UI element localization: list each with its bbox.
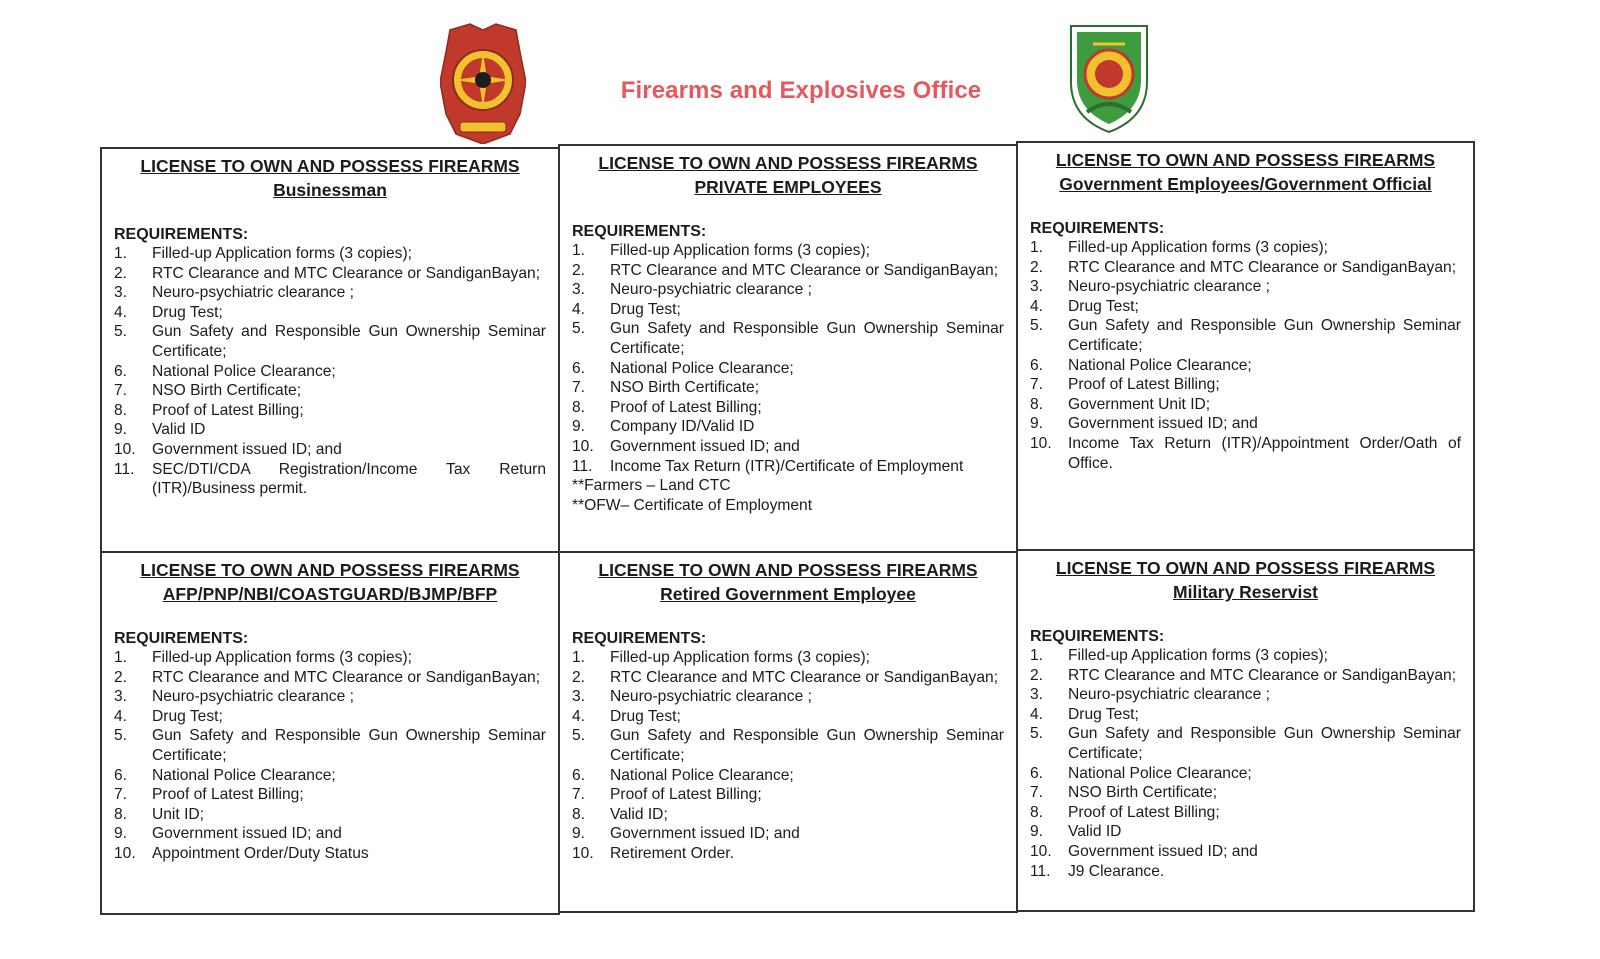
item-number: 5. [572, 320, 586, 338]
item-number: 3. [572, 688, 586, 706]
item-number: 9. [114, 421, 128, 439]
card-military-reservist [1016, 549, 1475, 912]
list-item [114, 785, 546, 805]
card-title: LICENSE TO OWN AND POSSESS FIREARMS [140, 156, 520, 176]
requirements-label: REQUIREMENTS: [572, 630, 707, 647]
list-item [572, 319, 1004, 358]
item-number: 6. [114, 362, 128, 380]
requirements-list [572, 241, 1004, 476]
item-text: Appointment Order/Duty Status [152, 844, 369, 862]
item-number: 11. [114, 460, 135, 478]
requirements-grid [100, 144, 1475, 924]
item-number: 4. [1030, 705, 1044, 723]
item-text: National Police Clearance; [1068, 356, 1252, 374]
list-item [114, 244, 546, 264]
list-item [572, 280, 1004, 300]
list-item [572, 359, 1004, 379]
item-number: 7. [572, 786, 586, 804]
list-item [114, 668, 546, 688]
card-title: LICENSE TO OWN AND POSSESS FIREARMS [1055, 150, 1436, 170]
list-item [572, 261, 1004, 281]
list-item [1030, 375, 1461, 395]
list-item [114, 805, 546, 825]
list-item [572, 457, 1004, 477]
item-number: 10. [114, 844, 136, 862]
list-item [114, 440, 546, 460]
list-item [114, 303, 546, 323]
item-text: RTC Clearance and MTC Clearance or SandiganBayan; [152, 668, 541, 686]
item-text: Proof of Latest Billing; [152, 786, 304, 804]
item-number: 4. [1030, 297, 1044, 315]
card-title: LICENSE TO OWN AND POSSESS FIREARMS [1055, 558, 1436, 578]
card-title: LICENSE TO OWN AND POSSESS FIREARMS [140, 560, 520, 580]
item-text: Income Tax Return (ITR)/Appointment Order/Oath of Office. [1068, 434, 1461, 472]
notes [572, 476, 1004, 515]
list-item [572, 398, 1004, 418]
item-text: Income Tax Return (ITR)/Certificate of Employment [610, 457, 964, 475]
item-text: RTC Clearance and MTC Clearance or SandiganBayan; [610, 668, 999, 686]
item-text: Neuro-psychiatric clearance ; [152, 688, 354, 706]
requirements-label: REQUIREMENTS: [1030, 220, 1165, 237]
card-subtitle: Businessman [273, 180, 387, 200]
list-item [114, 460, 546, 499]
requirements-label: REQUIREMENTS: [114, 226, 249, 243]
list-item [114, 824, 546, 844]
list-item [1030, 822, 1461, 842]
requirements-label: REQUIREMENTS: [114, 630, 249, 647]
item-text: Gun Safety and Responsible Gun Ownership Seminar Certificate; [610, 320, 1004, 357]
item-number: 2. [1030, 258, 1044, 276]
note-line: **OFW– Certificate of Employment [572, 496, 813, 514]
item-number: 1. [1030, 239, 1044, 256]
card-subtitle: Retired Government Employee [660, 584, 916, 604]
list-item [572, 300, 1004, 320]
item-text: National Police Clearance; [1068, 764, 1252, 782]
item-text: NSO Birth Certificate; [1068, 784, 1218, 802]
item-number: 4. [572, 707, 586, 725]
list-item [572, 785, 1004, 805]
item-number: 4. [572, 300, 586, 318]
item-text: National Police Clearance; [152, 766, 336, 784]
list-item [1030, 783, 1461, 803]
list-item [572, 687, 1004, 707]
item-text: Drug Test; [610, 707, 681, 725]
list-item [1030, 434, 1461, 473]
item-text: Proof of Latest Billing; [1068, 376, 1220, 394]
note-line: **Farmers – Land CTC [572, 477, 731, 495]
list-item [1030, 316, 1461, 355]
item-number: 11. [572, 457, 593, 475]
item-text: Filled-up Application forms (3 copies); [1068, 647, 1329, 664]
requirements-list [572, 648, 1004, 864]
item-number: 8. [572, 398, 586, 416]
item-number: 2. [1030, 666, 1044, 684]
item-text: Drug Test; [1068, 297, 1139, 315]
item-number: 2. [114, 264, 128, 282]
item-text: Neuro-psychiatric clearance ; [610, 688, 812, 706]
list-item [1030, 414, 1461, 434]
item-text: Neuro-psychiatric clearance ; [152, 284, 354, 302]
item-text: Gun Safety and Responsible Gun Ownership Seminar Certificate; [1068, 725, 1461, 762]
item-number: 6. [1030, 356, 1044, 374]
item-number: 8. [1030, 395, 1044, 413]
item-number: 4. [114, 707, 128, 725]
item-number: 1. [572, 649, 586, 666]
requirements-label: REQUIREMENTS: [572, 223, 707, 240]
document-header [0, 0, 1600, 145]
item-text: Government Unit ID; [1068, 395, 1211, 413]
list-item [1030, 862, 1461, 882]
item-text: Filled-up Application forms (3 copies); [1068, 239, 1329, 256]
item-text: Filled-up Application forms (3 copies); [152, 245, 413, 262]
item-text: Gun Safety and Responsible Gun Ownership Seminar Certificate; [1068, 317, 1461, 354]
list-item [572, 726, 1004, 765]
item-text: NSO Birth Certificate; [152, 382, 302, 400]
item-number: 5. [114, 323, 128, 341]
item-text: Retirement Order. [610, 844, 734, 862]
list-item [1030, 395, 1461, 415]
list-item [1030, 238, 1461, 258]
list-item [114, 362, 546, 382]
item-number: 7. [572, 379, 586, 397]
item-text: NSO Birth Certificate; [610, 379, 760, 397]
list-item [572, 241, 1004, 261]
item-number: 9. [572, 418, 586, 436]
requirements-list [114, 648, 546, 864]
item-text: Neuro-psychiatric clearance ; [1068, 278, 1270, 296]
list-item [1030, 356, 1461, 376]
item-text: Filled-up Application forms (3 copies); [610, 649, 871, 666]
item-text: Proof of Latest Billing; [1068, 803, 1220, 821]
item-text: Drug Test; [152, 707, 223, 725]
item-text: Government issued ID; and [1068, 842, 1258, 860]
item-text: National Police Clearance; [152, 362, 336, 380]
item-text: Government issued ID; and [610, 825, 800, 843]
requirements-list [1030, 646, 1461, 881]
item-text: Proof of Latest Billing; [610, 786, 762, 804]
list-item [1030, 666, 1461, 686]
item-text: Drug Test; [152, 303, 223, 321]
item-text: Drug Test; [1068, 705, 1139, 723]
list-item [572, 378, 1004, 398]
list-item [114, 726, 546, 765]
list-item [572, 766, 1004, 786]
item-text: Gun Safety and Responsible Gun Ownership Seminar Certificate; [152, 727, 546, 764]
card-retired-government [558, 551, 1018, 913]
list-item [572, 648, 1004, 668]
item-text: Government issued ID; and [152, 440, 342, 458]
card-subtitle: Military Reservist [1173, 582, 1318, 602]
list-item [572, 437, 1004, 457]
item-number: 6. [572, 359, 586, 377]
item-text: SEC/DTI/CDA Registration/Income Tax Return (ITR)/Business permit. [152, 460, 546, 498]
item-number: 3. [114, 688, 128, 706]
list-item [114, 707, 546, 727]
list-item [1030, 685, 1461, 705]
list-item [114, 648, 546, 668]
card-subtitle: PRIVATE EMPLOYEES [694, 177, 882, 197]
item-text: Filled-up Application forms (3 copies); [610, 242, 871, 259]
item-number: 3. [572, 281, 586, 299]
list-item [114, 844, 546, 864]
item-number: 2. [572, 261, 586, 279]
feo-seal-icon [1063, 22, 1155, 134]
card-title: LICENSE TO OWN AND POSSESS FIREARMS [598, 153, 978, 173]
item-text: Government issued ID; and [610, 437, 800, 455]
list-item [114, 264, 546, 284]
list-item [572, 668, 1004, 688]
list-item [114, 420, 546, 440]
card-subtitle: AFP/PNP/NBI/COASTGUARD/BJMP/BFP [162, 584, 498, 604]
item-text: National Police Clearance; [610, 766, 794, 784]
item-text: Valid ID [152, 421, 206, 439]
item-number: 7. [1030, 376, 1044, 394]
item-number: 6. [572, 766, 586, 784]
list-item [114, 766, 546, 786]
item-text: RTC Clearance and MTC Clearance or SandiganBayan; [1068, 666, 1457, 684]
item-number: 8. [1030, 803, 1044, 821]
item-number: 3. [1030, 686, 1044, 704]
list-item [114, 401, 546, 421]
item-number: 6. [1030, 764, 1044, 782]
card-title: LICENSE TO OWN AND POSSESS FIREARMS [598, 560, 978, 580]
item-number: 1. [114, 245, 128, 262]
item-number: 1. [572, 242, 586, 259]
item-number: 9. [114, 825, 128, 843]
requirements-list [1030, 238, 1461, 473]
item-text: RTC Clearance and MTC Clearance or SandiganBayan; [610, 261, 999, 279]
item-number: 1. [114, 649, 128, 666]
list-item [1030, 646, 1461, 666]
item-text: Proof of Latest Billing; [610, 398, 762, 416]
item-number: 8. [572, 805, 586, 823]
item-number: 10. [1030, 434, 1052, 452]
item-text: Government issued ID; and [1068, 415, 1258, 433]
list-item [572, 824, 1004, 844]
item-number: 8. [114, 805, 128, 823]
item-number: 11. [1030, 862, 1051, 880]
list-item [1030, 705, 1461, 725]
item-text: Neuro-psychiatric clearance ; [610, 281, 812, 299]
item-number: 4. [114, 303, 128, 321]
item-number: 2. [114, 668, 128, 686]
card-businessman [100, 147, 560, 555]
item-text: Gun Safety and Responsible Gun Ownership Seminar Certificate; [152, 323, 546, 360]
item-number: 2. [572, 668, 586, 686]
office-title: Firearms and Explosives Office [620, 77, 982, 104]
item-number: 10. [1030, 842, 1052, 860]
item-text: RTC Clearance and MTC Clearance or SandiganBayan; [1068, 258, 1457, 276]
item-text: Proof of Latest Billing; [152, 401, 304, 419]
list-item [1030, 842, 1461, 862]
item-number: 9. [572, 825, 586, 843]
item-number: 10. [572, 437, 594, 455]
item-text: Neuro-psychiatric clearance ; [1068, 686, 1270, 704]
list-item [1030, 258, 1461, 278]
item-number: 3. [1030, 278, 1044, 296]
list-item [114, 322, 546, 361]
list-item [572, 805, 1004, 825]
item-text: Gun Safety and Responsible Gun Ownership Seminar Certificate; [610, 727, 1004, 764]
item-number: 5. [114, 727, 128, 745]
item-number: 3. [114, 284, 128, 302]
item-number: 9. [1030, 823, 1044, 841]
item-number: 7. [114, 786, 128, 804]
list-item [114, 283, 546, 303]
card-afp-pnp [100, 551, 560, 915]
item-number: 10. [572, 844, 594, 862]
item-number: 6. [114, 766, 128, 784]
item-text: Valid ID; [610, 805, 668, 823]
list-item [1030, 277, 1461, 297]
list-item [1030, 764, 1461, 784]
list-item [572, 844, 1004, 864]
item-number: 8. [114, 401, 128, 419]
requirements-list [114, 244, 546, 499]
list-item [1030, 803, 1461, 823]
item-text: National Police Clearance; [610, 359, 794, 377]
item-number: 5. [1030, 317, 1044, 335]
item-text: Company ID/Valid ID [610, 418, 755, 436]
item-text: RTC Clearance and MTC Clearance or SandiganBayan; [152, 264, 541, 282]
item-text: Government issued ID; and [152, 825, 342, 843]
item-text: Valid ID [1068, 823, 1122, 841]
card-private-employees [558, 144, 1018, 555]
item-number: 7. [1030, 784, 1044, 802]
item-text: Unit ID; [152, 805, 204, 823]
card-government-employees [1016, 141, 1475, 555]
card-subtitle: Government Employees/Government Official [1059, 174, 1432, 194]
list-item [114, 381, 546, 401]
item-text: J9 Clearance. [1068, 862, 1165, 880]
item-text: Filled-up Application forms (3 copies); [152, 649, 413, 666]
list-item [114, 687, 546, 707]
list-item [572, 707, 1004, 727]
item-text: Drug Test; [610, 300, 681, 318]
item-number: 10. [114, 440, 136, 458]
item-number: 7. [114, 382, 128, 400]
item-number: 9. [1030, 415, 1044, 433]
item-number: 5. [1030, 725, 1044, 743]
item-number: 5. [572, 727, 586, 745]
list-item [1030, 297, 1461, 317]
list-item [1030, 724, 1461, 763]
list-item [572, 417, 1004, 437]
requirements-label: REQUIREMENTS: [1030, 628, 1165, 645]
item-number: 1. [1030, 647, 1044, 664]
